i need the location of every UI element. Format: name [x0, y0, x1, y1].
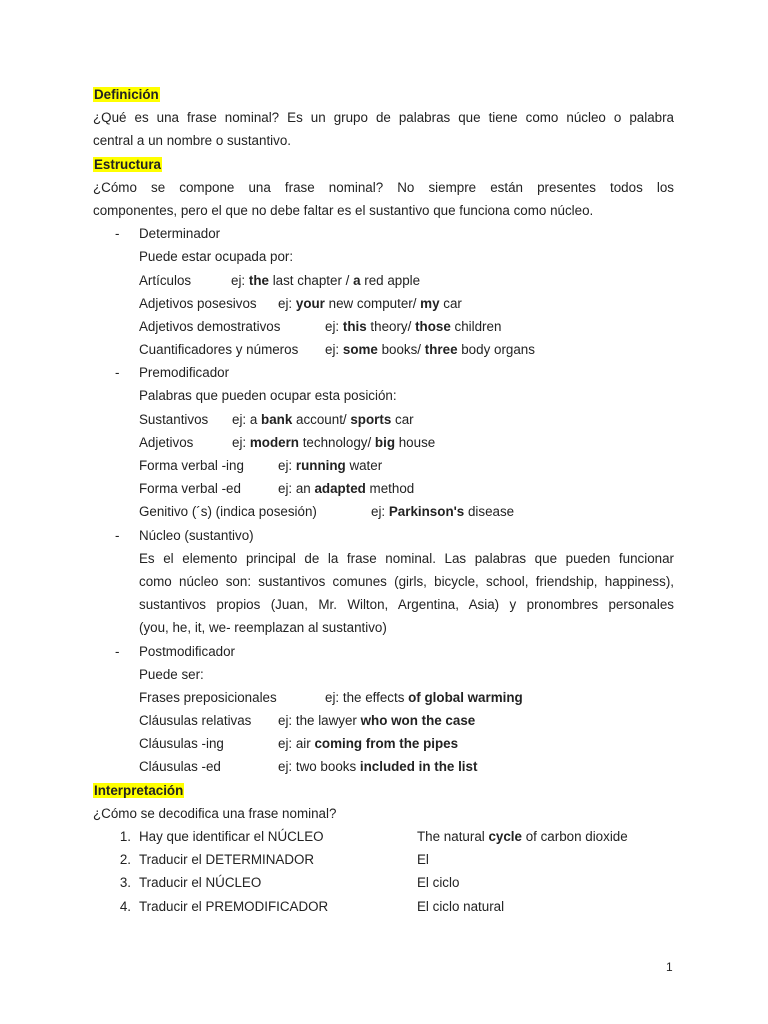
- example-row: Forma verbal -ed ej: an adapted method: [139, 481, 415, 497]
- example-row: Adjetivos ej: modern technology/ big house: [139, 434, 436, 450]
- dash-bullet: -: [115, 365, 120, 381]
- sub-intro: Palabras que pueden ocupar esta posición:: [139, 388, 397, 404]
- section-heading-estructura: Estructura: [94, 156, 161, 172]
- example-row: Forma verbal -ing ej: running water: [139, 458, 383, 473]
- bullet-item-nucleo: - Núcleo (sustantivo): [93, 524, 674, 547]
- numbered-step: 4. Traducir el PREMODIFICADOR El ciclo natural: [119, 898, 505, 914]
- numbered-step: 3. Traducir el NÚCLEO El ciclo: [119, 875, 460, 891]
- example-row: Cuantificadores y números ej: some books/ three body organs: [139, 342, 535, 358]
- dash-bullet: -: [115, 643, 120, 659]
- paragraph-line: componentes, pero el que no debe faltar es el sustantivo que funciona como núcleo.: [93, 202, 594, 218]
- paragraph-line: (you, he, it, we- reemplazan al sustantivo): [139, 620, 387, 636]
- paragraph-line: sustantivos propios (Juan, Mr. Wilton, Argentina, Asia) y pronombres personales: [139, 597, 674, 613]
- sub-intro: Puede ser:: [139, 666, 204, 682]
- example-row: Sustantivos ej: a bank account/ sports car: [139, 411, 414, 427]
- numbered-step: 2. Traducir el DETERMINADOR El: [119, 852, 429, 868]
- sub-intro: Puede estar ocupada por:: [139, 249, 294, 265]
- paragraph-line: como núcleo son: sustantivos comunes (girls, bicycle, school, friendship, happiness),: [139, 573, 674, 589]
- bullet-item-postmodificador: - Postmodificador: [93, 640, 674, 663]
- example-row: Cláusulas -ing ej: air coming from the pipes: [139, 736, 459, 752]
- example-row: Cláusulas relativas ej: the lawyer who won the case: [139, 713, 476, 729]
- page-number: 1: [666, 960, 673, 974]
- document-body: [93, 83, 674, 918]
- paragraph-line: ¿Cómo se compone una frase nominal? No siempre están presentes todos los: [93, 179, 674, 195]
- example-row: Frases preposicionales ej: the effects of global warming: [139, 689, 523, 705]
- example-row: Genitivo (´s) (indica posesión) ej: Parkinson's disease: [139, 504, 515, 520]
- section-heading-definicion: Definición: [94, 87, 159, 102]
- section-heading-interpretacion: Interpretación: [94, 782, 184, 798]
- example-row: Adjetivos demostrativos ej: this theory/ those children: [139, 318, 502, 334]
- example-row: Cláusulas -ed ej: two books included in the list: [139, 759, 478, 775]
- paragraph-line: ¿Qué es una frase nominal? Es un grupo de palabras que tiene como núcleo o palabra: [93, 110, 674, 126]
- paragraph-line: Es el elemento principal de la frase nominal. Las palabras que pueden funcionar: [139, 550, 674, 566]
- example-row: Adjetivos posesivos ej: your new computer/ my car: [139, 295, 462, 311]
- example-row: Artículos ej: the last chapter / a red apple: [139, 272, 421, 288]
- dash-bullet: -: [115, 527, 120, 543]
- paragraph-line: ¿Cómo se decodifica una frase nominal?: [93, 805, 337, 821]
- paragraph-line: central a un nombre o sustantivo.: [93, 133, 291, 149]
- bullet-item-determinador: - Determinador: [93, 222, 674, 245]
- bullet-item-premodificador: - Premodificador: [93, 361, 674, 384]
- numbered-step: 1. Hay que identificar el NÚCLEO The natural cycle of carbon dioxide: [119, 829, 628, 844]
- dash-bullet: -: [115, 226, 120, 242]
